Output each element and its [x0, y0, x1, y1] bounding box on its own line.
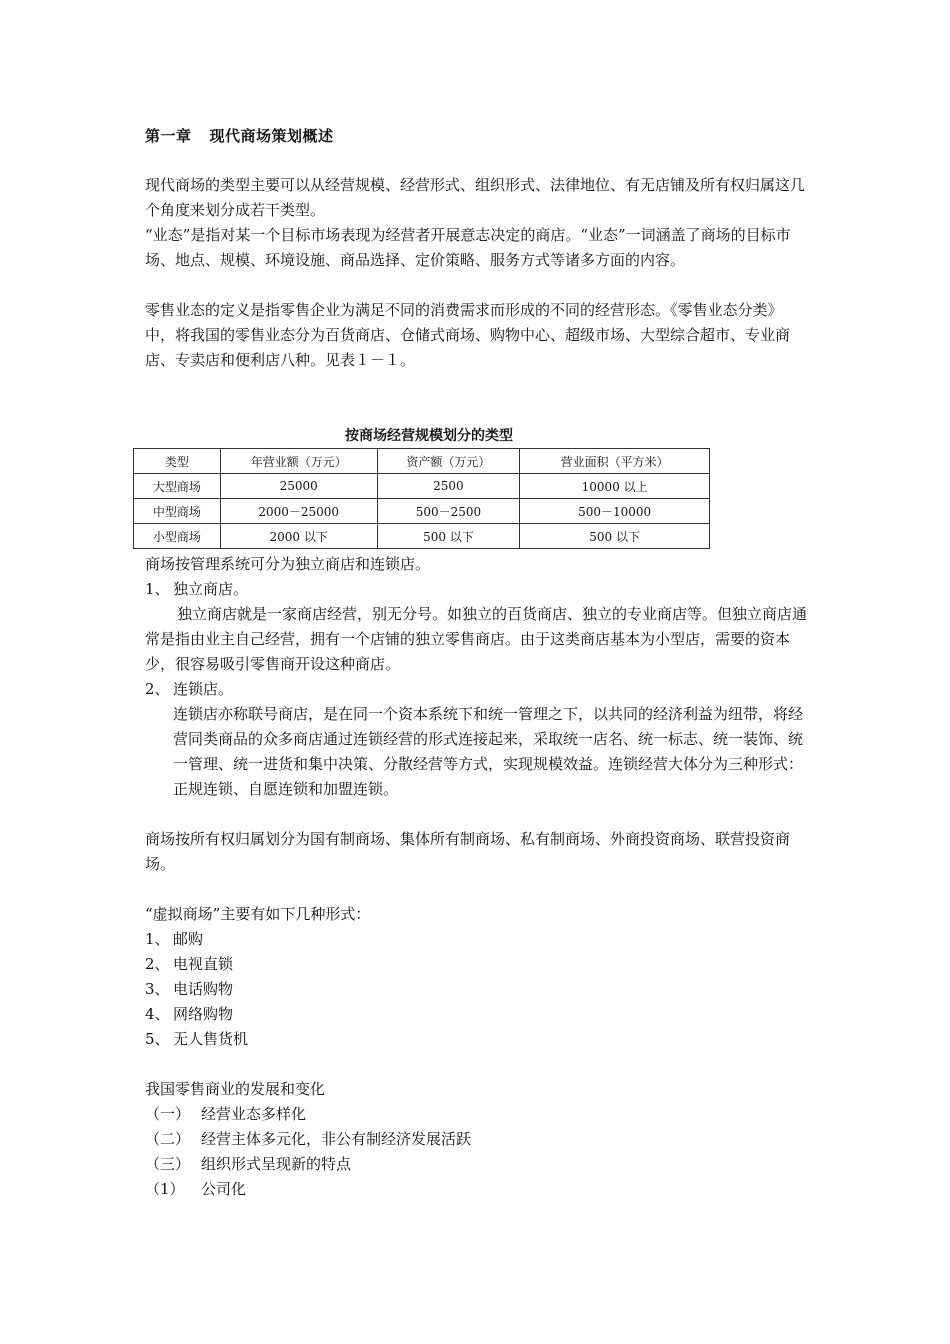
list-label: 组织形式呈现新的特点: [201, 1155, 352, 1173]
table-row: [134, 524, 710, 549]
list-label: 电视直锁: [173, 955, 234, 973]
list-label: 网络购物: [173, 1005, 234, 1023]
list-label: 连锁店。: [173, 680, 234, 698]
table-cell: 500 以下: [377, 524, 520, 549]
list-item: [145, 952, 233, 977]
management-item-2: [145, 677, 233, 702]
chapter-title: [145, 125, 334, 146]
management-item-1: [145, 577, 248, 602]
chain-store-paragraph: 连锁店亦称联号商店，是在同一个资本系统下和统一管理之下，以共同的经济利益为纽带，将经营同类商品的众多商店通过连锁经营的形式连接起来，采取统一店名、统一标志、统一装饰、统一管理、统一进货和集中决策、分散经营等方式，实现规模效益。连锁经营大体分为三种形式：正规连锁、自愿连锁和加盟连锁。: [173, 705, 804, 798]
ownership-paragraph: 商场按所有权归属划分为国有制商场、集体所有制商场、私有制商场、外商投资商场、联营投资商场。: [145, 830, 791, 873]
list-number: （三）: [145, 1155, 191, 1173]
list-item: [145, 1152, 351, 1177]
table-header-cell: 类型: [134, 449, 221, 474]
list-number: 2、: [145, 955, 170, 973]
list-number: 4、: [145, 1005, 170, 1023]
list-item: [145, 1102, 306, 1127]
list-number: 3、: [145, 980, 170, 998]
list-number: （二）: [145, 1130, 191, 1148]
table-cell: 10000 以上: [520, 474, 710, 499]
list-number: 2、: [145, 680, 170, 698]
table-cell: 小型商场: [134, 524, 221, 549]
management-intro: 商场按管理系统可分为独立商店和连锁店。: [145, 555, 431, 573]
table-cell: 2500: [377, 474, 520, 499]
list-number: 1、: [145, 580, 170, 598]
list-label: 经营主体多元化，非公有制经济发展活跃: [201, 1130, 472, 1148]
list-label: 无人售货机: [173, 1030, 249, 1048]
table-header-row: [134, 449, 710, 474]
list-number: 1、: [145, 930, 170, 948]
list-item: [145, 1027, 248, 1052]
list-label: 电话购物: [173, 980, 234, 998]
chapter-number: 第一章: [145, 127, 192, 145]
table-header-cell: 年营业额（万元）: [220, 449, 377, 474]
virtual-intro: “虚拟商场”主要有如下几种形式：: [145, 905, 371, 923]
list-number: （1）: [145, 1180, 185, 1198]
table-cell: 25000: [220, 474, 377, 499]
table-cell: 500 以下: [520, 524, 710, 549]
list-item: [145, 1002, 233, 1027]
business-form-paragraph: “业态”是指对某一个目标市场表现为经营者开展意志决定的商店。“业态”一词涵盖了商场的目标市场、地点、规模、环境设施、商品选择、定价策略、服务方式等诸多方面的内容。: [145, 226, 791, 269]
table-header-cell: 资产额（万元）: [377, 449, 520, 474]
list-label: 独立商店。: [173, 580, 249, 598]
list-label: 经营业态多样化: [201, 1105, 307, 1123]
intro-paragraph: 现代商场的类型主要可以从经营规模、经营形式、组织形式、法律地位、有无店铺及所有权归属这几个角度来划分成若干类型。: [145, 176, 806, 219]
table-cell: 2000－25000: [220, 499, 377, 524]
table-caption: 按商场经营规模划分的类型: [345, 428, 513, 444]
table-cell: 2000 以下: [220, 524, 377, 549]
list-item: [145, 1177, 246, 1202]
list-item: [145, 1127, 471, 1152]
table-header-cell: 营业面积（平方米）: [520, 449, 710, 474]
list-item: [145, 927, 203, 952]
retail-form-paragraph: 零售业态的定义是指零售企业为满足不同的消费需求而形成的不同的经营形态。《零售业态分类》中，将我国的零售业态分为百货商店、仓储式商场、购物中心、超级市场、大型综合超市、专业商店、专卖店和便利店八种。见表１－１。: [145, 301, 791, 369]
table-row: [134, 474, 710, 499]
list-number: （一）: [145, 1105, 191, 1123]
chapter-subtitle: 现代商场策划概述: [209, 127, 334, 145]
list-item: [145, 977, 233, 1002]
table-cell: 500－2500: [377, 499, 520, 524]
table-cell: 大型商场: [134, 474, 221, 499]
list-label: 公司化: [201, 1180, 247, 1198]
table-row: [134, 499, 710, 524]
table-cell: 500－10000: [520, 499, 710, 524]
development-title: 我国零售商业的发展和变化: [145, 1080, 326, 1098]
list-number: 5、: [145, 1030, 170, 1048]
table-cell: 中型商场: [134, 499, 221, 524]
list-label: 邮购: [173, 930, 204, 948]
scale-table: [133, 448, 710, 549]
independent-store-paragraph: 独立商店就是一家商店经营，别无分号。如独立的百货商店、独立的专业商店等。但独立商店通常是指由业主自己经营，拥有一个店铺的独立零售商店。由于这类商店基本为小型店，需要的资本少，很容易吸引零售商开设这种商店。: [145, 605, 808, 673]
